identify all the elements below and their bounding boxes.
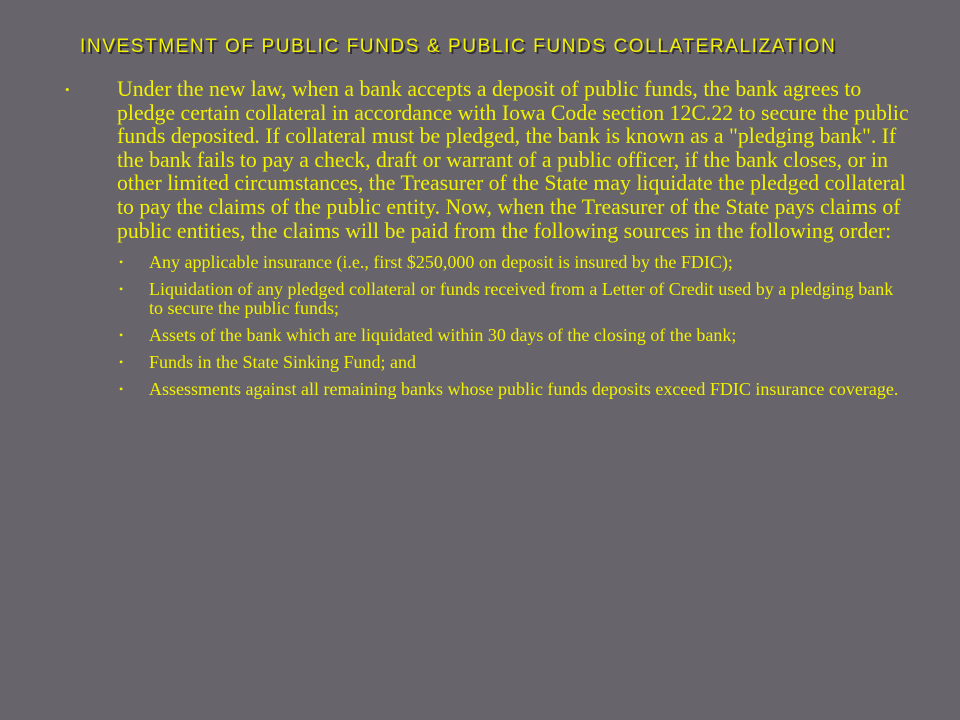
bullet-icon: • <box>119 382 124 397</box>
bullet-icon: • <box>119 282 124 297</box>
sub-bullet-item <box>117 380 910 399</box>
sub-bullet-item <box>117 353 910 372</box>
bullet-icon: • <box>119 328 124 343</box>
bullet-icon: • <box>119 355 124 370</box>
sub-bullet-text: Assets of the bank which are liquidated within 30 days of the closing of the bank; <box>149 325 737 346</box>
sub-bullet-text: Liquidation of any pledged collateral or funds received from a Letter of Credit used by a pledging bank to secure the public funds; <box>149 279 894 319</box>
sub-bullet-text: Funds in the State Sinking Fund; and <box>149 352 417 373</box>
sub-bullet-list <box>117 253 910 399</box>
sub-bullet-text: Assessments against all remaining banks whose public funds deposits exceed FDIC insurance coverage. <box>149 379 899 400</box>
sub-bullet-text: Any applicable insurance (i.e., first $250,000 on deposit is insured by the FDIC); <box>149 252 733 273</box>
main-bullet-item <box>60 78 910 399</box>
bullet-icon: • <box>65 82 70 97</box>
main-paragraph: Under the new law, when a bank accepts a deposit of public funds, the bank agrees to pledge certain collateral in accordance with Iowa Code section 12C.22 to secure the public funds deposited. If collateral must be pledged, the bank is known as a "pledging bank". If the bank fails to pay a check, draft or warrant of a public officer, if the bank closes, or in other limited circumstances, the Treasurer of the State may liquidate the pledged collateral to pay the claims of the public entity. Now, when the Treasurer of the State pays claims of public entities, the claims will be paid from the following sources in the following order: <box>117 77 909 243</box>
sub-bullet-item <box>117 326 910 345</box>
main-bullet-list <box>60 78 910 407</box>
bullet-icon: • <box>119 255 124 270</box>
sub-bullet-item <box>117 253 910 272</box>
sub-bullet-item <box>117 280 910 318</box>
slide-title: INVESTMENT OF PUBLIC FUNDS & PUBLIC FUNDS COLLATERALIZATION <box>80 36 837 57</box>
